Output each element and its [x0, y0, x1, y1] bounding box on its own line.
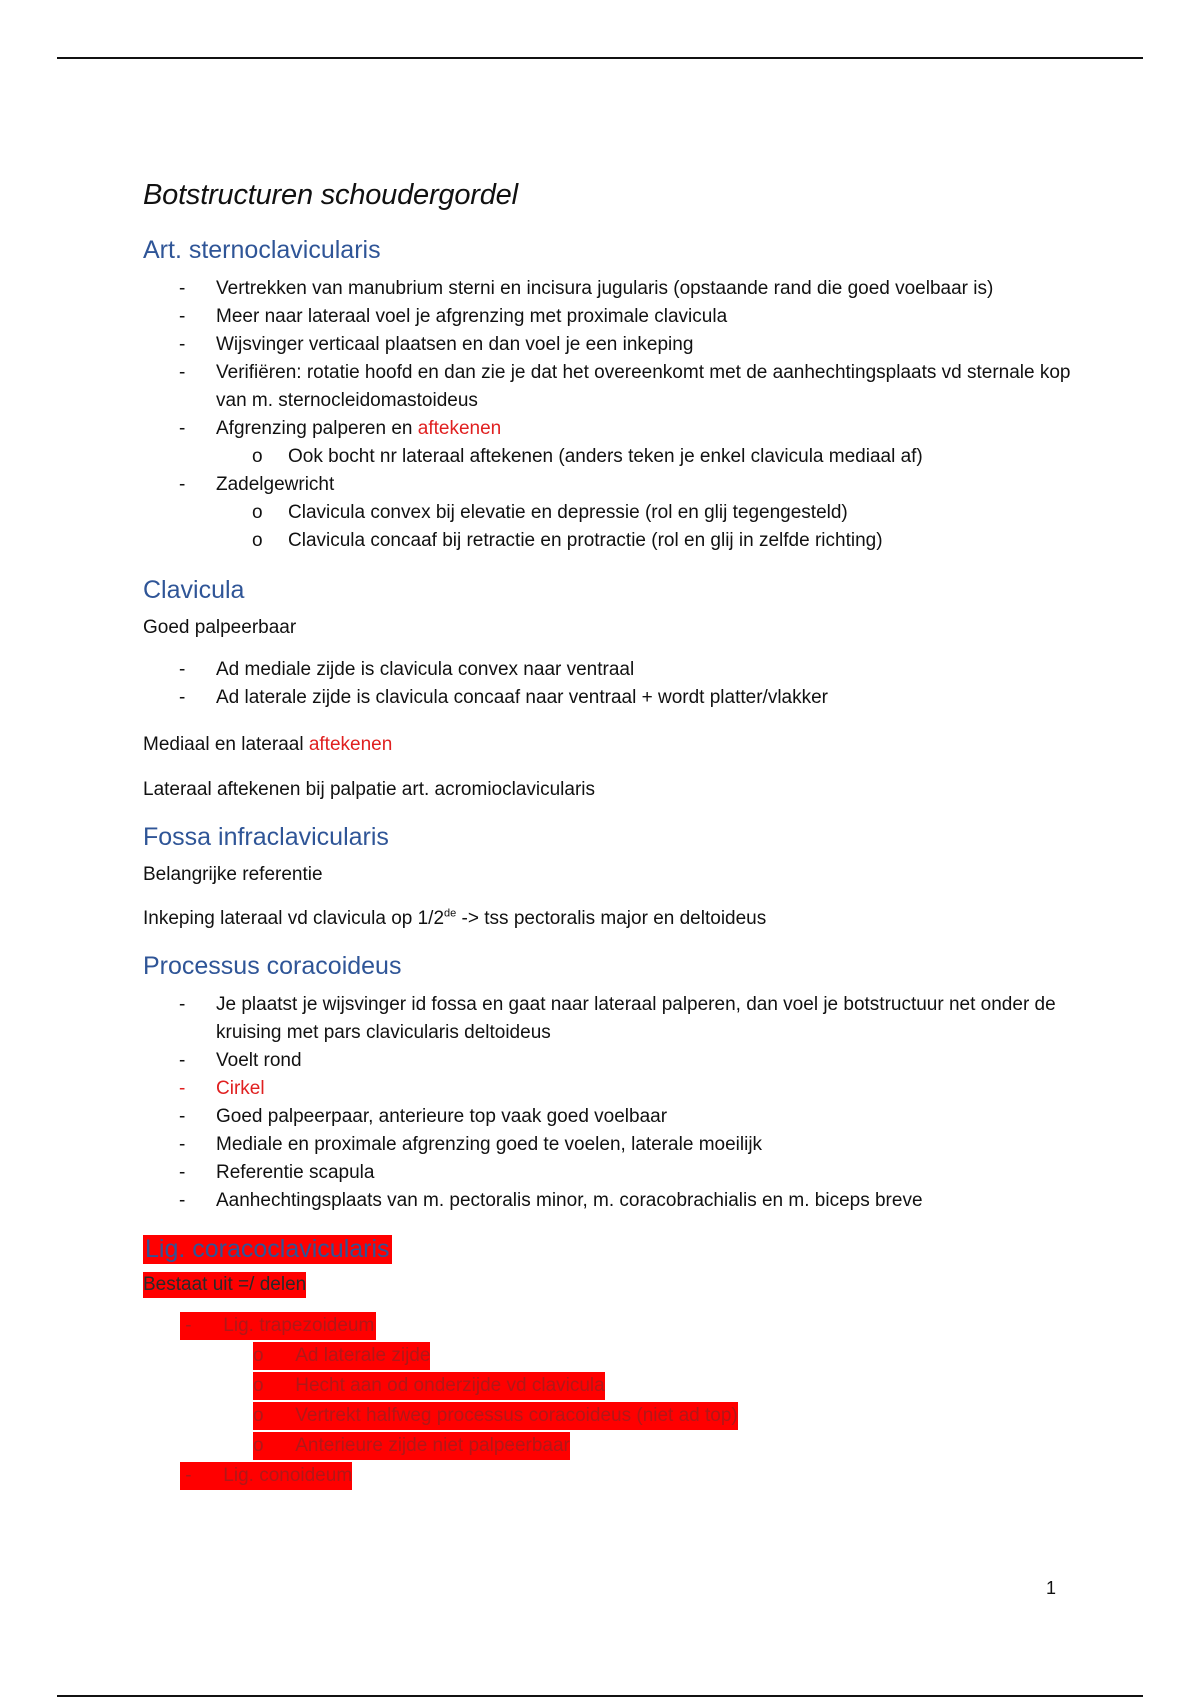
highlighted-text: Lig. trapezoideum [223, 1314, 375, 1336]
list-item: - Goed palpeerpaar, anterieure top vaak goed voelbaar [143, 1103, 1083, 1131]
red-keyword: aftekenen [308, 734, 393, 756]
highlighted-text: Vertrekt halfweg processus coracoideus (niet ad top) [295, 1404, 738, 1426]
list-item: - Voelt rond [143, 1047, 1083, 1075]
superscript: de [444, 908, 457, 921]
heading-lig-highlighted: Lig. coracoclavicularis [145, 1235, 390, 1263]
list-item: - Aanhechtingsplaats van m. pectoralis minor, m. coracobrachialis en m. biceps breve [143, 1187, 1083, 1215]
highlighted-text: Hecht aan od onderzijde vd clavicula [295, 1374, 605, 1396]
paragraph-text: -> tss pectoralis major en deltoideus [456, 908, 767, 930]
paragraph-text: Inkeping lateraal vd clavicula op 1/2 [143, 908, 445, 930]
paragraph: Goed palpeerbaar [143, 616, 297, 638]
list-item: - Mediale en proximale afgrenzing goed te voelen, laterale moeilijk [143, 1131, 1083, 1159]
red-keyword: aftekenen [417, 417, 502, 439]
highlight-mark: o Anterieure zijde niet palpeerbaar [253, 1432, 570, 1460]
highlighted-sub-item [143, 1372, 1083, 1402]
highlighted-text: Ad laterale zijde [295, 1344, 431, 1366]
list-item: - Vertrekken van manubrium sterni en incisura jugularis (opstaande rand die goed voelbaar is) [143, 275, 1083, 303]
highlighted-list-item [143, 1312, 1083, 1342]
document-body [143, 178, 1083, 1492]
paragraph [143, 732, 1083, 758]
list-item: - Ad laterale zijde is clavicula concaaf naar ventraal + wordt platter/vlakker [143, 684, 1083, 712]
paragraph: Lateraal aftekenen bij palpatie art. acromioclavicularis [143, 779, 596, 801]
highlighted-text: Anterieure zijde niet palpeerbaar [295, 1434, 570, 1456]
lig-list [143, 1312, 1083, 1492]
heading-clavicula: Clavicula [143, 575, 245, 604]
footer-rule [57, 1695, 1143, 1697]
header-rule [57, 57, 1143, 59]
list-sternoclavicularis [143, 275, 1083, 555]
paragraph-text: Mediaal en lateraal [143, 734, 304, 756]
highlighted-sub-item [143, 1432, 1083, 1462]
highlighted-sub-item [143, 1342, 1083, 1372]
highlight-mark: o Hecht aan od onderzijde vd clavicula [253, 1372, 605, 1400]
highlight-mark: - Lig. trapezoideum [180, 1312, 376, 1340]
highlighted-text: Lig. conoideum [223, 1464, 353, 1486]
highlighted-sub-item [143, 1402, 1083, 1432]
heading-fossa: Fossa infraclavicularis [143, 822, 389, 851]
list-item [143, 415, 1083, 443]
list-clavicula [143, 656, 1083, 712]
heading-processus: Processus coracoideus [143, 952, 402, 980]
sub-list-item: o Clavicula convex bij elevatie en depressie (rol en glij tegengesteld) [143, 499, 1083, 527]
highlight-mark: o Vertrekt halfweg processus coracoideus (niet ad top) [253, 1402, 738, 1430]
list-item-red: - Cirkel [143, 1075, 1083, 1103]
list-processus [143, 991, 1083, 1215]
highlighted-paragraph: Bestaat uit =/ delen [143, 1272, 306, 1298]
list-item: - Meer naar lateraal voel je afgrenzing met proximale clavicula [143, 303, 1083, 331]
page-number: 1 [1046, 1578, 1057, 1598]
list-item: - Je plaatst je wijsvinger id fossa en gaat naar lateraal palperen, dan voel je botstructuur net onder de kruising met pars clavicularis deltoideus [143, 991, 1083, 1047]
list-item: - Zadelgewricht [143, 471, 1083, 499]
heading-sternoclavicularis: Art. sternoclavicularis [143, 235, 381, 264]
highlight-mark: o Ad laterale zijde [253, 1342, 430, 1370]
paragraph: Belangrijke referentie [143, 863, 323, 885]
page-title: Botstructuren schoudergordel [143, 179, 518, 211]
list-item-text: Afgrenzing palperen en [216, 417, 413, 439]
paragraph [143, 906, 1083, 932]
highlighted-list-item [143, 1462, 1083, 1492]
list-item: - Verifiëren: rotatie hoofd en dan zie je dat het overeenkomt met de aanhechtingsplaats vd sternale kop van m. sternocleidomastoideus [143, 359, 1083, 415]
list-item: - Wijsvinger verticaal plaatsen en dan voel je een inkeping [143, 331, 1083, 359]
sub-list-item: o Ook bocht nr lateraal aftekenen (anders teken je enkel clavicula mediaal af) [143, 443, 1083, 471]
highlight-mark: - Lig. conoideum [180, 1462, 352, 1490]
list-item: - Ad mediale zijde is clavicula convex naar ventraal [143, 656, 1083, 684]
list-item: - Referentie scapula [143, 1159, 1083, 1187]
sub-list-item: o Clavicula concaaf bij retractie en protractie (rol en glij in zelfde richting) [143, 527, 1083, 555]
